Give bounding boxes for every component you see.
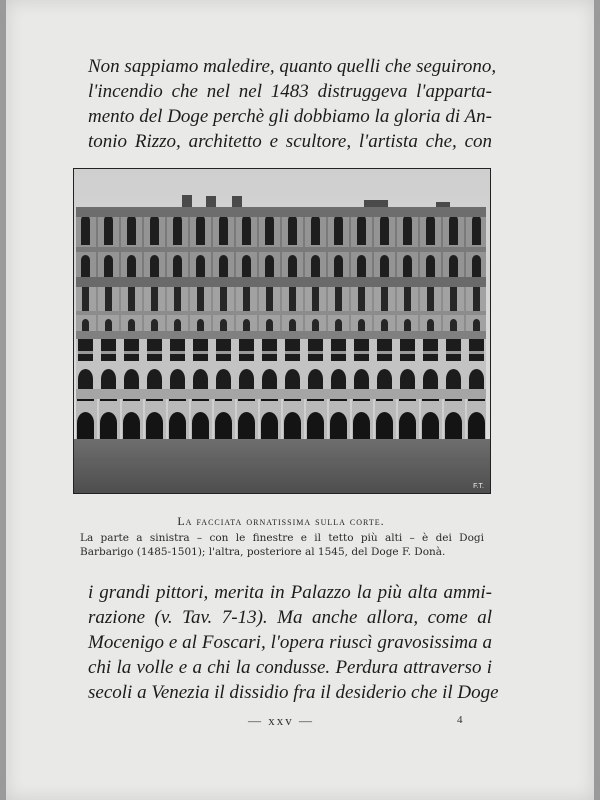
book-page — [6, 0, 594, 800]
text-line: Non sappiamo maledire, quanto quelli che seguirono, — [88, 56, 497, 77]
text-line: razione (v. Tav. 7-13). Ma anche allora, come al — [88, 607, 492, 628]
signature-mark: 4 — [457, 714, 463, 726]
figure-caption-title: La facciata ornatissima sulla corte. — [177, 514, 385, 528]
caption-line: La parte a sinistra – con le finestre e il tetto più alti – è dei Dogi — [80, 532, 484, 544]
plate-mark: F.T. — [473, 483, 484, 490]
text-line: tonio Rizzo, architetto e scultore, l'artista che, con — [88, 131, 492, 152]
text-line: l'incendio che nel nel 1483 distruggeva l'apparta- — [88, 81, 492, 102]
caption-line: Barbarigo (1485-1501); l'altra, posteriore al 1545, del Doge F. Donà. — [80, 546, 446, 558]
palace-facade-image — [74, 169, 490, 493]
text-line: secoli a Venezia il dissidio fra il desiderio che il Doge — [88, 682, 499, 703]
text-line: chi la volle e a chi la condusse. Perdura attraverso i — [88, 657, 492, 678]
text-line: i grandi pittori, merita in Palazzo la più alta ammi- — [88, 582, 492, 603]
text-line: mento del Doge perchè gli dobbiamo la gloria di An- — [88, 106, 492, 127]
page-number: — xxv — — [248, 713, 314, 728]
text-line: Mocenigo e al Foscari, l'opera riuscì gravosissima a — [88, 632, 492, 653]
figure-caption-body — [80, 531, 484, 559]
top-paragraph — [88, 54, 497, 154]
facade-photograph — [73, 168, 491, 494]
bottom-paragraph — [88, 580, 499, 705]
